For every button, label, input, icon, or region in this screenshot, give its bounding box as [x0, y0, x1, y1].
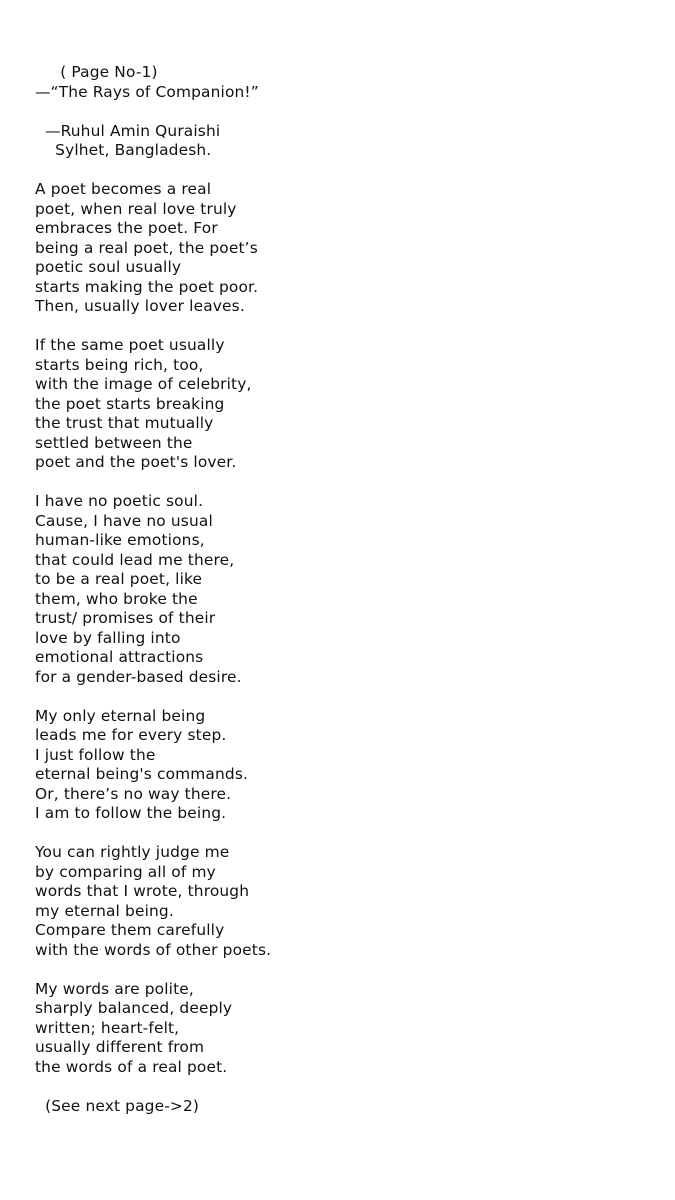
poem-page	[35, 63, 655, 1116]
poem-line: Or, there’s no way there.	[35, 784, 232, 803]
spacer	[35, 161, 655, 181]
poem-line: my eternal being.	[35, 901, 174, 920]
stanza	[35, 180, 655, 317]
author-name: —Ruhul Amin Quraishi	[35, 121, 221, 140]
poem-line: settled between the	[35, 433, 193, 452]
spacer	[35, 317, 655, 337]
poem-line: being a real poet, the poet’s	[35, 238, 258, 257]
stanza	[35, 492, 655, 687]
poem-line: Then, usually lover leaves.	[35, 297, 245, 315]
poem-line: that could lead me there,	[35, 550, 235, 569]
spacer	[35, 824, 655, 844]
poem-line: by comparing all of my	[35, 862, 216, 881]
poem-line: leads me for every step.	[35, 726, 227, 744]
poem-line: embraces the poet. For	[35, 219, 218, 237]
stanza	[35, 843, 655, 960]
next-page-note: (See next page->2)	[35, 1096, 200, 1115]
spacer	[35, 102, 655, 122]
poem-line: with the image of celebrity,	[35, 375, 252, 393]
poem-line: eternal being's commands.	[35, 765, 249, 783]
poem-line: emotional attractions	[35, 648, 204, 666]
poem-line: love by falling into	[35, 628, 181, 647]
poem-line: for a gender-based desire.	[35, 667, 242, 686]
poem-line: Cause, I have no usual	[35, 511, 213, 530]
poem-line: with the words of other poets.	[35, 940, 272, 959]
poem-line: the poet starts breaking	[35, 394, 225, 413]
poem-line: If the same poet usually	[35, 336, 225, 354]
stanza	[35, 336, 655, 473]
stanza	[35, 980, 655, 1078]
poem-line: poet, when real love truly	[35, 199, 237, 218]
poem-line: human-like emotions,	[35, 531, 205, 549]
poem-line: You can rightly judge me	[35, 843, 230, 861]
poem-line: words that I wrote, through	[35, 882, 250, 900]
spacer	[35, 1077, 655, 1097]
poem-body	[35, 161, 655, 1078]
poem-line: I have no poetic soul.	[35, 492, 204, 510]
spacer	[35, 960, 655, 980]
poem-line: I am to follow the being.	[35, 804, 227, 822]
poem-line: My words are polite,	[35, 979, 194, 998]
poem-line: usually different from	[35, 1038, 205, 1056]
poem-line: starts being rich, too,	[35, 355, 204, 374]
poem-line: the trust that mutually	[35, 414, 214, 432]
page-number-label: ( Page No-1)	[35, 63, 158, 81]
poem-line: trust/ promises of their	[35, 609, 216, 627]
poem-line: I just follow the	[35, 745, 156, 764]
spacer	[35, 687, 655, 707]
author-location: Sylhet, Bangladesh.	[35, 141, 212, 159]
poem-line: written; heart-felt,	[35, 1018, 180, 1037]
poem-title: —“The Rays of Companion!”	[35, 82, 259, 101]
poem-line: poet and the poet's lover.	[35, 453, 237, 471]
poem-header	[35, 63, 655, 161]
poem-line: A poet becomes a real	[35, 180, 212, 198]
poem-line: them, who broke the	[35, 589, 198, 608]
poem-line: starts making the poet poor.	[35, 277, 259, 296]
poem-line: the words of a real poet.	[35, 1057, 228, 1076]
poem-line: sharply balanced, deeply	[35, 999, 233, 1017]
poem-line: poetic soul usually	[35, 258, 182, 276]
poem-line: My only eternal being	[35, 706, 206, 725]
stanza	[35, 707, 655, 824]
poem-line: Compare them carefully	[35, 921, 225, 939]
spacer	[35, 473, 655, 493]
poem-line: to be a real poet, like	[35, 570, 203, 588]
